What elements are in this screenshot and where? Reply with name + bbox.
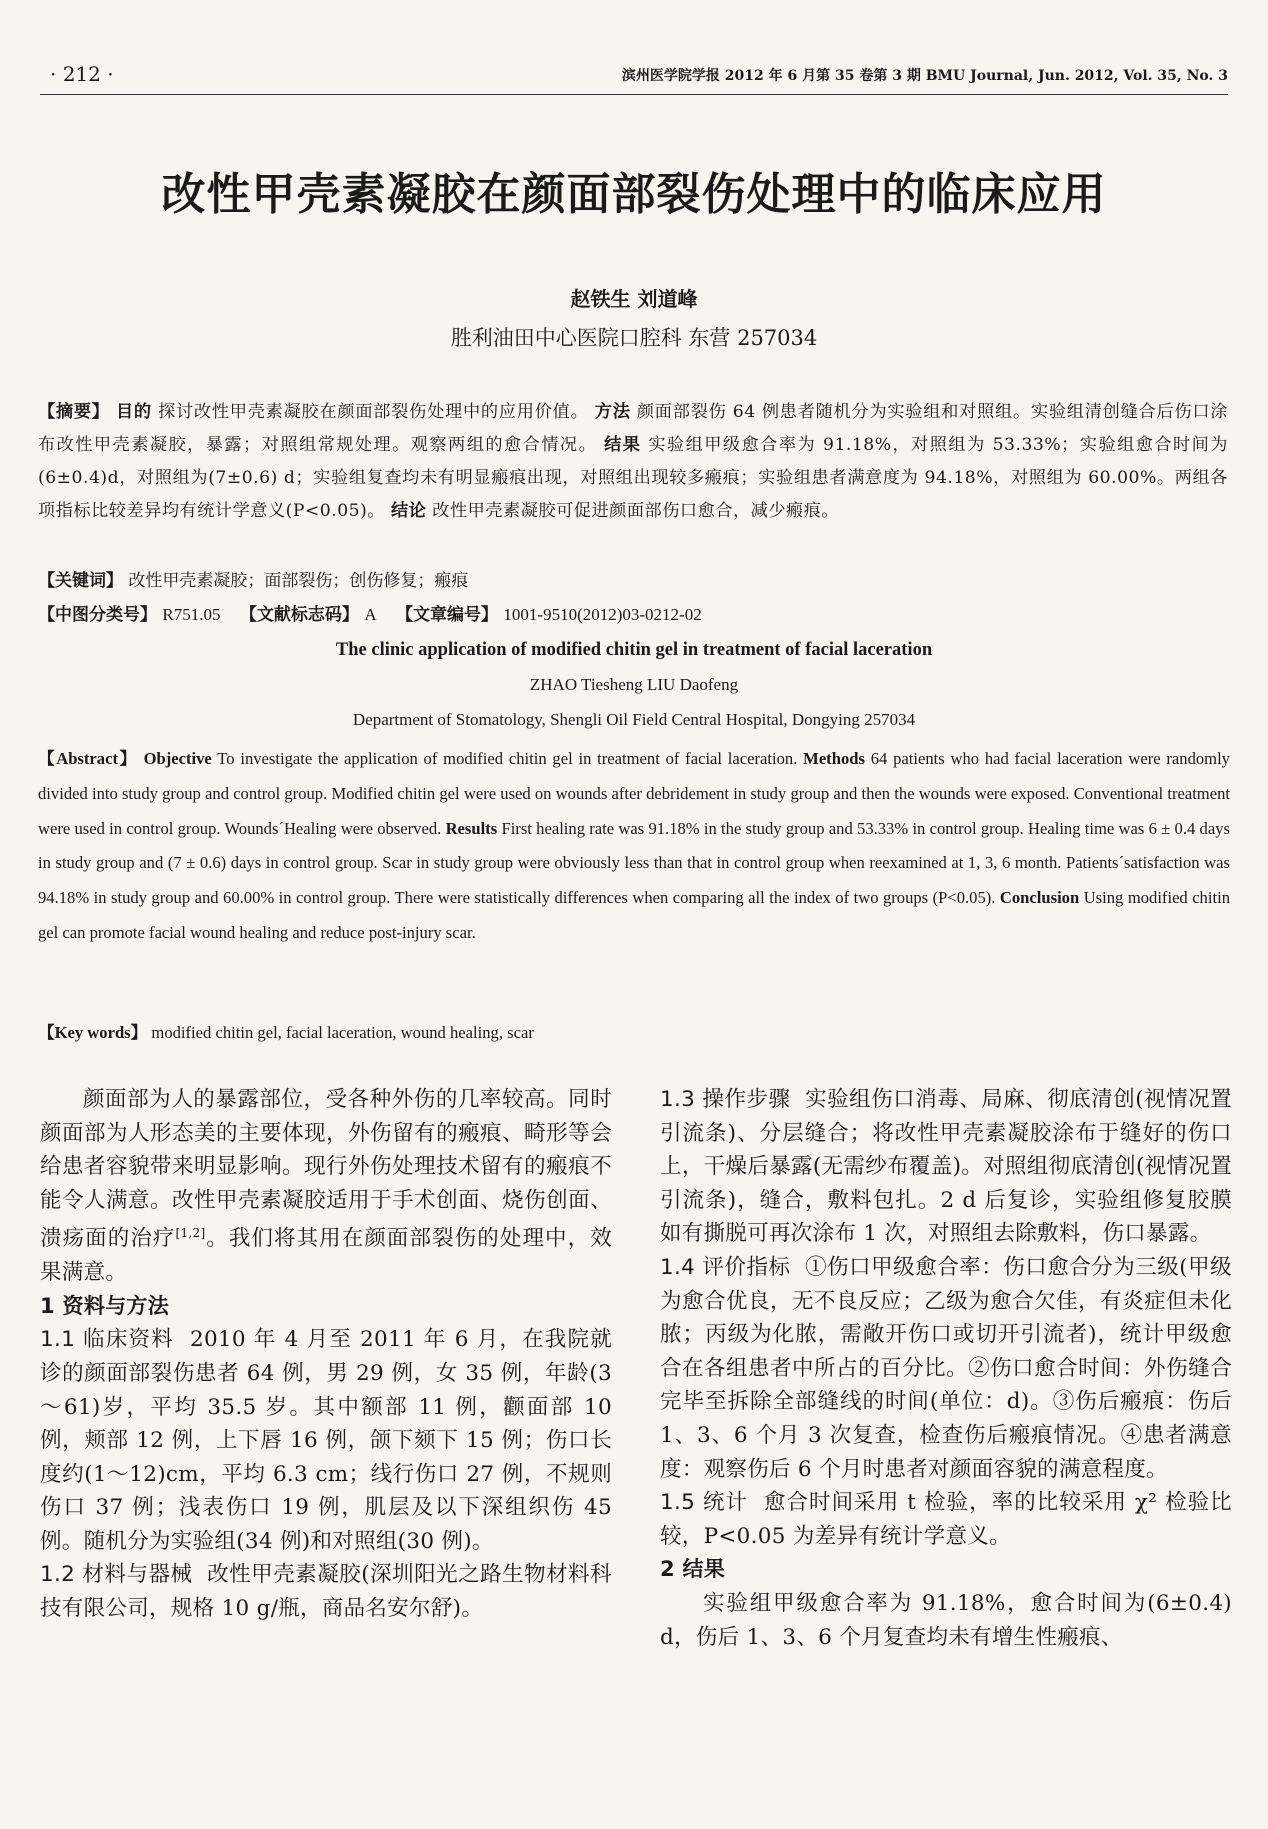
section-1-2-text: 改性甲壳素凝胶(深圳阳光之路生物材料科技有限公司，规格 10 g/瓶，商品名安尔舒)。 [40,1562,612,1622]
clc-label: 【中图分类号】 [38,605,157,625]
keywords-text: 改性甲壳素凝胶；面部裂伤；创伤修复；瘢痕 [128,571,469,591]
running-header [40,62,1228,92]
keywords-en [38,1018,1230,1048]
section-1-4-text: ①伤口甲级愈合率：伤口愈合分为三级(甲级为愈合优良，无不良反应；乙级为愈合欠佳，有炎症但未化脓；丙级为化脓，需敞开伤口或切开引流者)，统计甲级愈合在各组患者中所占的百分比。②伤口愈合时间：外伤缝合完毕至拆除全部缝线的时间(单位：d)。③伤后瘢痕：伤后 1、3、6 个月 3 次复查，检查伤后瘢痕情况。④患者满意度：观察伤后 6 个月时患者对颜面容貌的满意程度。 [660,1254,1232,1482]
conclusion-label: 结论 [390,501,427,521]
abstract-label: 【摘要】 [38,402,110,422]
authors: 赵铁生 刘道峰 [570,287,698,311]
classification-line [38,600,1228,630]
english-authors: ZHAO Tiesheng LIU Daofeng [529,675,739,694]
section-1-3-text: 实验组伤口消毒、局麻、彻底清创(视情况置引流条)、分层缝合；将改性甲壳素凝胶涂布于缝好的伤口上，干燥后暴露(无需纱布覆盖)。对照组彻底清创(视情况置引流条)，缝合，敷料包扎。2 d 后复诊，实验组修复胶膜如有撕脱可再次涂布 1 次，对照组去除敷料，伤口暴露。 [660,1087,1232,1247]
keywords-en-text: modified chitin gel, facial laceration, wound healing, scar [151,1023,534,1042]
conclusion-text: 改性甲壳素凝胶可促进颜面部伤口愈合，减少瘢痕。 [432,501,840,521]
section-1-3 [660,1083,1232,1251]
doc-code-label: 【文献标志码】 [239,605,359,625]
objective-label: 目的 [115,402,152,422]
results-en-text: First healing rate was 91.18% in the study group and 53.33% in control group. Healing time was 6 ± 0.4 days in study group and (7 ± 0.6) days in control group. Scar in study group were obviously less than that in control group when reexamined at 1, 3, 6 month. Patients´satisfaction was 94.18% in study group and 60.00% in control group. There were statistically differences when comparing all the index of two groups (P<0.05). [38,818,1230,908]
article-title: 改性甲壳素凝胶在颜面部裂伤处理中的临床应用 [161,169,1107,220]
results-label: 结果 [604,435,642,455]
header-rule [40,94,1228,95]
keywords-en-label: 【Key words】 [38,1023,148,1042]
results-en-label: Results [445,818,498,838]
conclusion-en-label: Conclusion [999,888,1080,908]
english-title: The clinic application of modified chitin gel in treatment of facial laceration [335,640,933,660]
abstract-en-label: 【Abstract】 [38,749,138,768]
methods-text: 颜面部裂伤 64 例患者随机分为实验组和对照组。实验组清创缝合后伤口涂布改性甲壳素凝胶，暴露；对照组常规处理。观察两组的愈合情况。 [38,402,1228,455]
doc-code-value: A [364,605,377,624]
citation-ref: [1,2] [175,1226,206,1241]
english-affiliation: Department of Stomatology, Shengli Oil Field Central Hospital, Dongying 257034 [352,710,916,729]
section-1-2 [40,1558,612,1625]
clc-value: R751.05 [162,605,221,624]
intro-text: 颜面部为人的暴露部位，受各种外伤的几率较高。同时颜面部为人形态美的主要体现，外伤留有的瘢痕、畸形等会给患者容貌带来明显影响。现行外伤处理技术留有的瘢痕不能令人满意。改性甲壳素凝胶适用于手术创面、烧伤创面、溃疡面的治疗 [40,1087,612,1252]
abstract-en [38,742,1230,951]
results-paragraph: 实验组甲级愈合率为 91.18%，愈合时间为(6±0.4) d，伤后 1、3、6 个月复查均未有增生性瘢痕、 [660,1590,1232,1650]
intro-paragraph [40,1083,612,1290]
section-1-5-text: 愈合时间采用 t 检验，率的比较采用 χ² 检验比较，P<0.05 为差异有统计学意义。 [660,1490,1232,1549]
section-1-1-text: 2010 年 4 月至 2011 年 6 月，在我院就诊的颜面部裂伤患者 64 例，男 29 例，女 35 例，年龄(3～61)岁，平均 35.5 岁。其中额部 11 例，颧面部 10 例，颊部 12 例，上下唇 16 例，颌下颏下 15 例；伤口长度约(1～12)cm，平均 6.3 cm；线行伤口 27 例，不规则伤口 37 例；浅表伤口 19 例，肌层及以下深组织伤 45 例。随机分为实验组(34 例)和对照组(30 例)。 [40,1327,612,1554]
conclusion-en-text: Using modified chitin gel can promote facial wound healing and reduce post-injury scar. [38,888,1230,942]
page-number: · 212 · [50,62,114,86]
body-column-left [40,1083,612,1626]
section-1-4 [660,1251,1232,1486]
abstract-cn [38,396,1228,528]
objective-en-text: To investigate the application of modified chitin gel in treatment of facial laceration. [217,749,798,768]
methods-label: 方法 [594,402,631,422]
keywords-cn [38,566,1228,596]
body-column-right [660,1083,1232,1654]
section-1-2-heading: 1.2 材料与器械 [40,1562,193,1588]
section-1-1-heading: 1.1 临床资料 [40,1327,174,1353]
journal-citation: 滨州医学院学报 2012 年 6 月第 35 卷第 3 期 BMU Journal, Jun. 2012, Vol. 35, No. 3 [621,68,1228,84]
methods-en-text: 64 patients who had facial laceration were randomly divided into study group and control group. Modified chitin gel were used on wounds after debridement in study group and then the wounds were exposed. Conventional treatment were used in control group. Wounds´Healing were observed. [38,749,1230,838]
article-number-value: 1001-9510(2012)03-0212-02 [503,605,702,624]
section-1-1 [40,1323,612,1558]
intro-text-end: 。我们将其用在颜面部裂伤的处理中，效果满意。 [40,1226,612,1286]
objective-text: 探讨改性甲壳素凝胶在颜面部裂伤处理中的应用价值。 [158,402,589,422]
section-1-5 [660,1486,1232,1553]
affiliation: 胜利油田中心医院口腔科 东营 257034 [450,326,818,350]
methods-en-label: Methods [803,749,865,768]
section-1-heading: 1 资料与方法 [40,1293,170,1318]
article-number-label: 【文章编号】 [396,605,498,625]
section-1-5-heading: 1.5 统计 [660,1490,749,1516]
section-1-3-heading: 1.3 操作步骤 [660,1087,791,1112]
keywords-label: 【关键词】 [38,571,123,591]
objective-en-label: Objective [143,749,212,768]
section-2-heading: 2 结果 [660,1557,726,1582]
results-text: 实验组甲级愈合率为 91.18%，对照组为 53.33%；实验组愈合时间为(6±0.4)d，对照组为(7±0.6) d；实验组复查均未有明显瘢痕出现，对照组出现较多瘢痕；实验组患者满意度为 94.18%，对照组为 60.00%。两组各项指标比较差异均有统计学意义(P<0.05)。 [38,435,1228,521]
section-1-4-heading: 1.4 评价指标 [660,1254,791,1280]
